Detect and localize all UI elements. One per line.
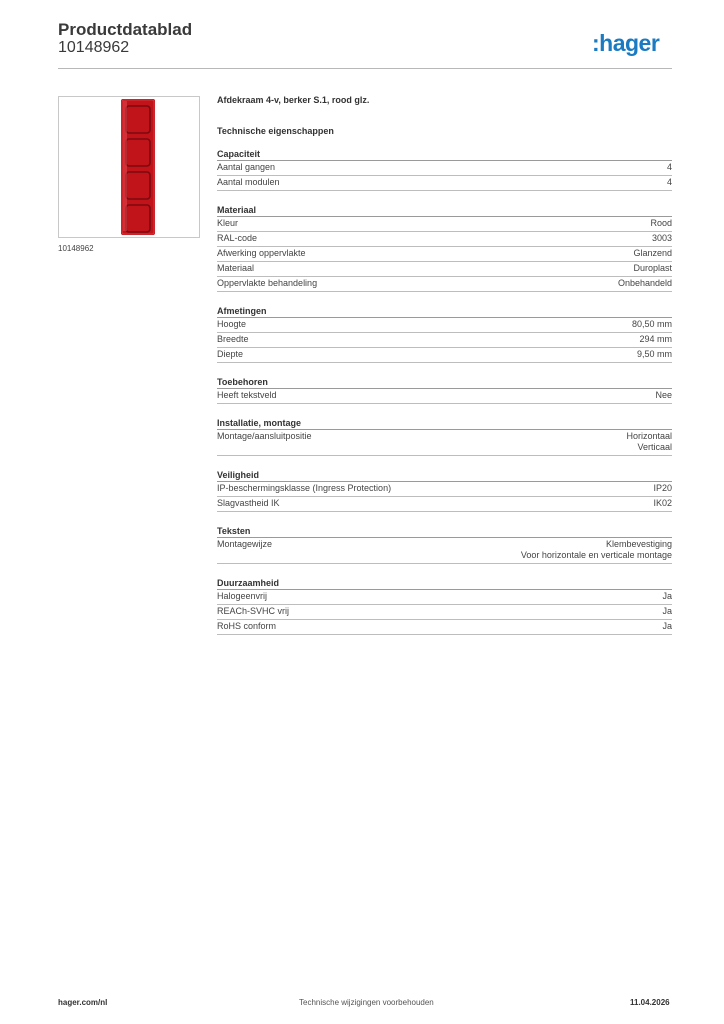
spec-label: Oppervlakte behandeling: [217, 278, 318, 288]
spec-value: [521, 539, 672, 561]
spec-row: [217, 605, 672, 620]
footer-notice: Technische wijzigingen voorbehouden: [299, 998, 434, 1007]
spec-section: [217, 525, 672, 564]
spec-label: Kleur: [217, 218, 239, 228]
footer-date: 11.04.2026: [630, 998, 670, 1007]
section-title: Veiligheid: [217, 469, 672, 482]
spec-label: RoHS conform: [217, 621, 277, 631]
spec-value-line: Klembevestiging: [605, 539, 672, 549]
spec-label: Breedte: [217, 334, 249, 344]
spec-row: [217, 161, 672, 176]
spec-row: [217, 176, 672, 191]
spec-section: [217, 417, 672, 456]
section-title: Toebehoren: [217, 376, 672, 389]
page-title: Productdatablad: [58, 20, 193, 39]
image-caption: 10148962: [58, 244, 94, 253]
spec-value-line: 9,50 mm: [636, 349, 672, 359]
spec-label: Halogeenvrij: [217, 591, 268, 601]
spec-row: [217, 590, 672, 605]
spec-value: [667, 177, 672, 188]
product-image-box: [58, 96, 200, 238]
spec-value: [633, 248, 672, 259]
spec-label: Materiaal: [217, 263, 255, 273]
spec-value: [637, 349, 672, 360]
spec-label: Aantal modulen: [217, 177, 280, 187]
header-divider: [58, 68, 672, 69]
product-title: Afdekraam 4-v, berker S.1, rood glz.: [217, 95, 370, 105]
spec-value-line: 80,50 mm: [631, 319, 672, 329]
spec-label: Heeft tekstveld: [217, 390, 277, 400]
section-title: Installatie, montage: [217, 417, 672, 430]
hager-logo: [592, 30, 659, 57]
spec-row: [217, 232, 672, 247]
spec-label: Hoogte: [217, 319, 247, 329]
spec-value-line: 4: [666, 177, 672, 187]
spec-row: [217, 217, 672, 232]
spec-row: [217, 430, 672, 456]
spec-value: [626, 431, 672, 453]
spec-value: [639, 334, 672, 345]
spec-value-line: IK02: [653, 498, 672, 508]
spec-value: [653, 498, 672, 509]
spec-row: [217, 620, 672, 635]
spec-row: [217, 348, 672, 363]
spec-value-line: Ja: [662, 621, 672, 631]
spec-value: [650, 218, 672, 229]
spec-row: [217, 538, 672, 564]
section-title: Duurzaamheid: [217, 577, 672, 590]
spec-row: [217, 333, 672, 348]
spec-value-line: Voor horizontale en verticale montage: [520, 550, 672, 560]
spec-label: Slagvastheid IK: [217, 498, 280, 508]
spec-value: [633, 263, 672, 274]
logo-text: hager: [599, 30, 660, 56]
spec-row: [217, 277, 672, 292]
spec-label: Montage/aansluitpositie: [217, 431, 312, 441]
section-title: Afmetingen: [217, 305, 672, 318]
spec-section: [217, 305, 672, 363]
spec-value: [662, 591, 672, 602]
spec-value-line: 294 mm: [639, 334, 672, 344]
spec-row: [217, 318, 672, 333]
spec-section: [217, 204, 672, 292]
logo-dots: :: [592, 30, 600, 56]
spec-label: Afwerking oppervlakte: [217, 248, 306, 258]
spec-value: [667, 162, 672, 173]
spec-label: Aantal gangen: [217, 162, 276, 172]
section-title: Capaciteit: [217, 148, 672, 161]
spec-value-line: Nee: [655, 390, 672, 400]
spec-value-line: Rood: [650, 218, 672, 228]
spec-value-line: 3003: [651, 233, 672, 243]
spec-value-line: IP20: [653, 483, 672, 493]
spec-content: [217, 95, 672, 648]
spec-value: [632, 319, 672, 330]
spec-value: [662, 621, 672, 632]
spec-sections: [217, 148, 672, 635]
spec-value-line: Onbehandeld: [617, 278, 672, 288]
spec-value: [653, 483, 672, 494]
spec-section: [217, 148, 672, 191]
spec-value: [655, 390, 672, 401]
spec-label: RAL-code: [217, 233, 258, 243]
footer-website: hager.com/nl: [58, 998, 108, 1007]
product-frame-image: [120, 97, 156, 237]
section-title: Materiaal: [217, 204, 672, 217]
spec-row: [217, 247, 672, 262]
spec-label: Diepte: [217, 349, 244, 359]
spec-row: [217, 389, 672, 404]
spec-value-line: Duroplast: [633, 263, 672, 273]
spec-value: [652, 233, 672, 244]
section-title: Teksten: [217, 525, 672, 538]
spec-value-line: Glanzend: [633, 248, 672, 258]
spec-section: [217, 469, 672, 512]
spec-value: [662, 606, 672, 617]
spec-value-line: Ja: [662, 606, 672, 616]
product-code: 10148962: [58, 39, 130, 56]
spec-value-line: Verticaal: [637, 442, 672, 452]
spec-row: [217, 497, 672, 512]
spec-row: [217, 262, 672, 277]
spec-section: [217, 376, 672, 404]
spec-label: IP-beschermingsklasse (Ingress Protection): [217, 483, 392, 493]
spec-section: [217, 577, 672, 635]
tech-heading: Technische eigenschappen: [217, 126, 334, 136]
spec-row: [217, 482, 672, 497]
spec-value-line: Ja: [662, 591, 672, 601]
spec-label: Montagewijze: [217, 539, 273, 549]
spec-value-line: 4: [666, 162, 672, 172]
spec-label: REACh-SVHC vrij: [217, 606, 290, 616]
spec-value: [618, 278, 672, 289]
spec-value-line: Horizontaal: [626, 431, 672, 441]
